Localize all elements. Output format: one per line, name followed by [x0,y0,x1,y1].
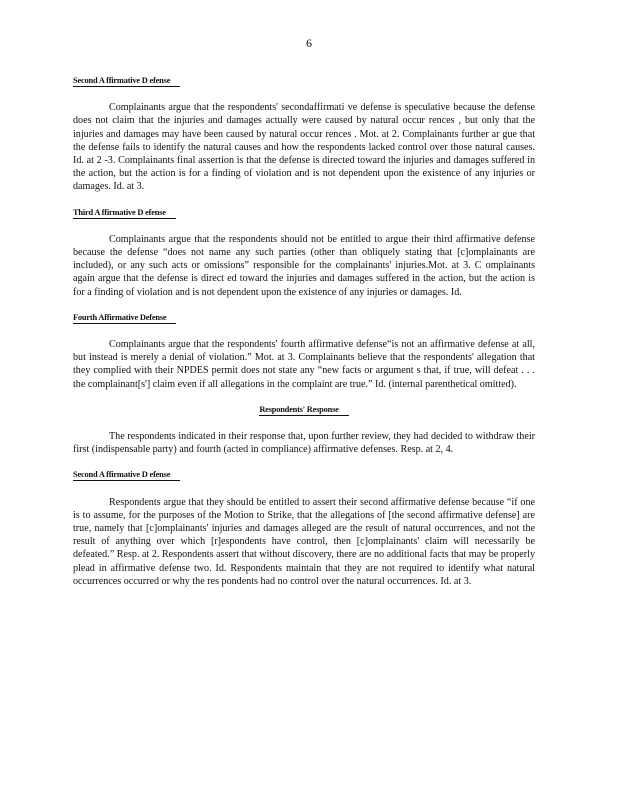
section-heading-wrap [73,468,535,481]
section-heading-wrap [73,74,535,87]
paragraph: The respondents indicated in their response that, upon further review, they had decided to withdraw their first (indispensable party) and fourth (acted in compliance) affirmative defenses. Resp. at 2, 4. [73,431,535,456]
document-body [73,74,535,600]
section-heading-wrap [73,311,535,324]
response-heading: Respondents' Response [259,405,348,416]
paragraph: Complainants argue that the respondents' fourth affirmative defense“is not an affirmative defense at all, but instead is merely a denial of violation.” Mot. at 3. Complainants believe that the respondents' allegation that they complied with their NPDES permit does not state any “new facts or argument s that, if true, will defeat . . . the complainant[s'] claim even if all allegations in the complaint are true.” Id. (internal parenthetical omitted). [73,339,535,390]
section-heading: Second A ffirmative D efense [73,470,180,481]
paragraph: Respondents argue that they should be entitled to assert their second affirmative defense because “if one is to assume, for the purposes of the Motion to Strike, that the allegations of [the second affirmative defense] are true, namely that [c]omplainants' injuries and damages alleged are the result of natural occurrences, and not the result of anything over which [r]espondents have control, then [c]omplainants' claim will necessarily be defeated.” Resp. at 2. Respondents assert that without discovery, there are no additional facts that may be properly plead in affirmative defense two. Id. Respondents maintain that they are not required to identify what natural occurrences occurred or why the res pondents had no control over the natural occurrences. Id. at 3. [73,496,535,587]
response-heading-wrap [73,403,535,416]
page-number: 6 [306,36,312,50]
section-heading: Third A ffirmative D efense [73,208,176,219]
section-heading: Fourth Affirmative Defense [73,313,176,324]
section-heading-wrap [73,206,535,219]
paragraph: Complainants argue that the respondents' secondaffirmati ve defense is speculative because the defense does not claim that the injuries and damages actually were caused by natural occur rences , but only that the injuries and damages may have been caused by natural occur rences . Mot. at 2. Complainants further ar gue that the defense fails to identify the natural causes and how the respondents lacked control over those natural causes. Id. at 2 -3. Complainants final assertion is that the defense is directed toward the injuries and damages suffered in the action, but the action is for a finding of violation and is not dependent upon the existence of any injuries or damages. Id. at 3. [73,102,535,193]
section-heading: Second A ffirmative D efense [73,76,180,87]
paragraph: Complainants argue that the respondents should not be entitled to argue their third affirmative defense because the defense “does not name any such parties (other than obliquely stating that [c]omplainants are included), or any such acts or omissions” responsible for the complainants' injuries.Mot. at 3. C omplainants again argue that the defense is direct ed toward the injuries and damages suffered in the action, but the action is for a finding of violation and is not dependent upon the existence of any injuries or damages. Id. [73,233,535,298]
